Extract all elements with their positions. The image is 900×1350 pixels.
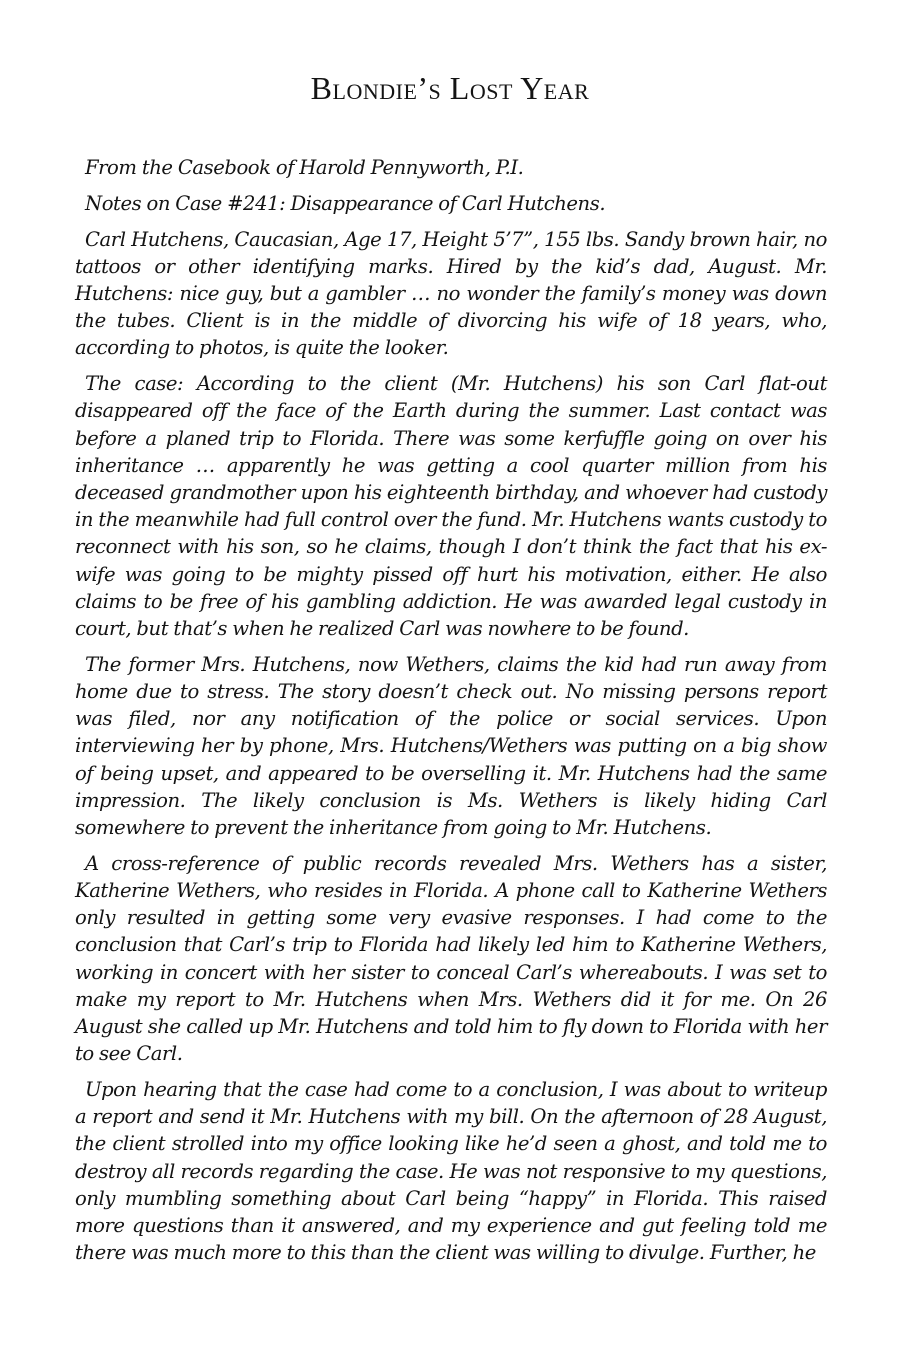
cross-reference-paragraph: A cross-reference of public records revealed Mrs. Wethers has a sister, Katherine Wethers, who resides in Florida. A phone call to Katherine Wethers only resulted in getting some very evasive responses. I had come to the conclusion that Carl’s trip to Florida had likely led him to Katherine Wethers, working in concert with her sister to conceal Carl’s whereabouts. I was set to make my report to Mr. Hutchens when Mrs. Wethers did it for me. On 26 August she called up Mr. Hutchens and told him to fly down to Florida with her to see Carl. [75, 851, 827, 1066]
mother-claims-paragraph: The former Mrs. Hutchens, now Wethers, claims the kid had run away from home due to stress. The story doesn’t check out. No missing persons report was filed, nor any notification of the police or social services. Upon interviewing her by phone, Mrs. Hutchens/Wethers was putting on a big show of being upset, and appeared to be overselling it. Mr. Hutchens had the same impression. The likely conclusion is Ms. Wethers is likely hiding Carl somewhere to prevent the inheritance from going to Mr. Hutchens. [75, 652, 827, 840]
case-notes-heading: Notes on Case #241: Disappearance of Carl Hutchens. [85, 191, 606, 215]
subject-description-paragraph: Carl Hutchens, Caucasian, Age 17, Height 5’7”, 155 lbs. Sandy brown hair, no tattoos or other identifying marks. Hired by the kid’s dad, August. Mr. Hutchens: nice guy, but a gambler … no wonder the family’s money was down the tubes. Client is in the middle of divorcing his wife of 18 years, who, according to photos, is quite the looker. [75, 227, 827, 360]
chapter-title: Blondie’s Lost Year [310, 70, 590, 106]
conclusion-paragraph: Upon hearing that the case had come to a conclusion, I was about to writeup a report and send it Mr. Hutchens with my bill. On the afternoon of 28 August, the client strolled into my office looking like he’d seen a ghost, and told me to destroy all records regarding the case. He was not responsive to my questions, only mumbling something about Carl being “happy” in Florida. This raised more questions than it answered, and my experience and gut feeling told me there was much more to this than the client was willing to divulge. Further, he [75, 1078, 827, 1265]
case-summary-paragraph: The case: According to the client (Mr. Hutchens) his son Carl flat-out disappeared off the face of the Earth during the summer. Last contact was before a planed trip to Florida. There was some kerfuffle going on over his inheritance … apparently he was getting a cool quarter million from his deceased grandmother upon his eighteenth birthday, and whoever had custody in the meanwhile had full control over the fund. Mr. Hutchens wants custody to reconnect with his son, so he claims, though I don’t think the fact that his ex-wife was going to be mighty pissed off hurt his motivation, either. He also claims to be free of his gambling addiction. He was awarded legal custody in court, but that’s when he realized Carl was nowhere to be found. [75, 372, 827, 641]
chapter-body [75, 154, 827, 1266]
casebook-heading: From the Casebook of Harold Pennyworth, P.I. [85, 156, 524, 179]
